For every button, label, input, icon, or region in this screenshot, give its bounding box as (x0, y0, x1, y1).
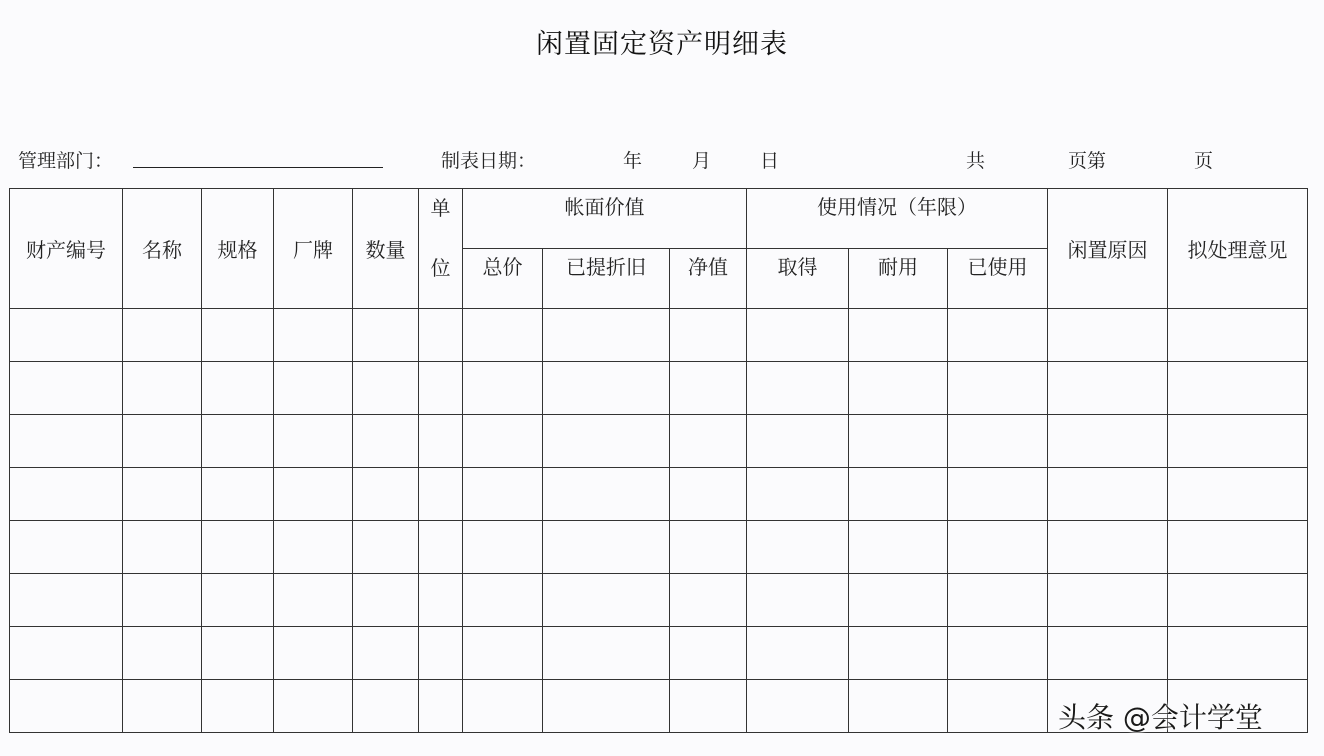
watermark: 头条 @会计学堂 (1058, 701, 1263, 734)
table-cell[interactable] (747, 362, 849, 415)
table-cell[interactable] (463, 627, 543, 680)
table-cell[interactable] (948, 680, 1048, 733)
table-cell[interactable] (747, 468, 849, 521)
table-cell[interactable] (747, 309, 849, 362)
table-cell[interactable] (202, 521, 274, 574)
table-cell[interactable] (202, 415, 274, 468)
table-cell[interactable] (543, 574, 670, 627)
dept-fill-line (133, 167, 383, 168)
table-cell[interactable] (1168, 362, 1308, 415)
table-cell[interactable] (10, 521, 123, 574)
dept-label: 管理部门： (18, 150, 114, 172)
table-cell[interactable] (463, 415, 543, 468)
asset-table (9, 188, 1308, 733)
header-row-top (10, 189, 1308, 249)
table-cell[interactable] (353, 309, 419, 362)
table-cell[interactable] (670, 309, 747, 362)
table-row (10, 468, 1308, 521)
table-cell[interactable] (202, 362, 274, 415)
table-cell[interactable] (353, 627, 419, 680)
header-unit (419, 189, 463, 309)
table-cell[interactable] (747, 521, 849, 574)
header-net-value: 净值 (670, 249, 747, 309)
table-cell[interactable] (419, 627, 463, 680)
table-cell[interactable] (543, 521, 670, 574)
table-cell[interactable] (10, 680, 123, 733)
table-cell[interactable] (419, 468, 463, 521)
table-cell[interactable] (123, 521, 202, 574)
table-cell[interactable] (747, 574, 849, 627)
table-cell[interactable] (849, 362, 948, 415)
table-cell[interactable] (849, 680, 948, 733)
header-depreciation: 已提折旧 (543, 249, 670, 309)
table-cell[interactable] (353, 680, 419, 733)
table-cell[interactable] (543, 415, 670, 468)
day-label: 日 (760, 150, 780, 172)
table-cell[interactable] (419, 521, 463, 574)
table-cell[interactable] (274, 574, 353, 627)
table-cell[interactable] (202, 309, 274, 362)
header-spec: 规格 (202, 189, 274, 309)
page-of-label: 页第 (1068, 150, 1107, 172)
table-cell[interactable] (463, 521, 543, 574)
header-asset-no: 财产编号 (10, 189, 123, 309)
table-cell[interactable] (849, 627, 948, 680)
table-cell[interactable] (1168, 415, 1308, 468)
header-usage: 使用情况（年限） (747, 189, 1048, 249)
table-cell[interactable] (202, 574, 274, 627)
table-cell[interactable] (123, 468, 202, 521)
table-cell[interactable] (10, 627, 123, 680)
table-cell[interactable] (948, 627, 1048, 680)
table-cell[interactable] (948, 362, 1048, 415)
table-cell[interactable] (123, 309, 202, 362)
header-book-value: 帐面价值 (463, 189, 747, 249)
table-cell[interactable] (123, 362, 202, 415)
table-cell[interactable] (274, 627, 353, 680)
table-cell[interactable] (274, 309, 353, 362)
header-idle-reason: 闲置原因 (1048, 189, 1168, 309)
table-cell[interactable] (1168, 468, 1308, 521)
table-cell[interactable] (463, 362, 543, 415)
table-body (10, 309, 1308, 733)
table-row (10, 415, 1308, 468)
table-cell[interactable] (463, 309, 543, 362)
table-cell[interactable] (849, 415, 948, 468)
table-cell[interactable] (123, 574, 202, 627)
table-cell[interactable] (849, 468, 948, 521)
header-acquired: 取得 (747, 249, 849, 309)
table-cell[interactable] (123, 627, 202, 680)
table-cell[interactable] (670, 680, 747, 733)
table-cell[interactable] (123, 415, 202, 468)
table-row (10, 309, 1308, 362)
table-row (10, 362, 1308, 415)
header-total-price: 总价 (463, 249, 543, 309)
table-cell[interactable] (1048, 362, 1168, 415)
table-cell[interactable] (948, 415, 1048, 468)
table-cell[interactable] (123, 680, 202, 733)
table-cell[interactable] (202, 627, 274, 680)
table-cell[interactable] (670, 574, 747, 627)
table-cell[interactable] (670, 468, 747, 521)
table-cell[interactable] (1168, 627, 1308, 680)
table-cell[interactable] (1168, 574, 1308, 627)
table-cell[interactable] (849, 574, 948, 627)
table-cell[interactable] (670, 627, 747, 680)
table-cell[interactable] (353, 521, 419, 574)
table-row (10, 627, 1308, 680)
table-cell[interactable] (1168, 521, 1308, 574)
table-cell[interactable] (353, 415, 419, 468)
table-cell[interactable] (463, 680, 543, 733)
table-cell[interactable] (948, 309, 1048, 362)
date-label: 制表日期： (441, 150, 537, 172)
table-cell[interactable] (274, 468, 353, 521)
table-cell[interactable] (1048, 627, 1168, 680)
header-name: 名称 (123, 189, 202, 309)
table-cell[interactable] (10, 362, 123, 415)
table-cell[interactable] (202, 468, 274, 521)
table-row (10, 574, 1308, 627)
table-cell[interactable] (543, 362, 670, 415)
table-cell[interactable] (543, 468, 670, 521)
table-cell[interactable] (1048, 468, 1168, 521)
year-label: 年 (623, 150, 643, 172)
table-cell[interactable] (274, 521, 353, 574)
table-cell[interactable] (419, 362, 463, 415)
table-cell[interactable] (1048, 415, 1168, 468)
table-cell[interactable] (1048, 521, 1168, 574)
header-unit-char-1: 单 (430, 196, 451, 220)
month-label: 月 (692, 150, 712, 172)
table-cell[interactable] (670, 415, 747, 468)
table-cell[interactable] (202, 680, 274, 733)
table-cell[interactable] (353, 468, 419, 521)
table-cell[interactable] (1048, 309, 1168, 362)
table-cell[interactable] (353, 362, 419, 415)
table-cell[interactable] (670, 521, 747, 574)
table-cell[interactable] (543, 309, 670, 362)
table-cell[interactable] (1168, 309, 1308, 362)
header-quantity: 数量 (353, 189, 419, 309)
page-title: 闲置固定资产明细表 (536, 29, 788, 60)
table-cell[interactable] (10, 468, 123, 521)
page-label: 页 (1194, 150, 1214, 172)
table-cell[interactable] (10, 574, 123, 627)
header-brand: 厂牌 (274, 189, 353, 309)
table-cell[interactable] (10, 309, 123, 362)
table-row (10, 521, 1308, 574)
table-cell[interactable] (1048, 574, 1168, 627)
table-cell[interactable] (747, 627, 849, 680)
header-disposal: 拟处理意见 (1168, 189, 1308, 309)
table-cell[interactable] (10, 415, 123, 468)
table-cell[interactable] (747, 680, 849, 733)
table-cell[interactable] (849, 521, 948, 574)
table-cell[interactable] (274, 362, 353, 415)
table-cell[interactable] (274, 415, 353, 468)
table-cell[interactable] (353, 574, 419, 627)
table-cell[interactable] (419, 415, 463, 468)
table-cell[interactable] (543, 680, 670, 733)
table-cell[interactable] (274, 680, 353, 733)
total-pages-label: 共 (966, 150, 986, 172)
table-cell[interactable] (419, 680, 463, 733)
table-cell[interactable] (463, 468, 543, 521)
table-cell[interactable] (948, 468, 1048, 521)
header-durable: 耐用 (849, 249, 948, 309)
table-cell[interactable] (419, 574, 463, 627)
table-cell[interactable] (747, 415, 849, 468)
table-cell[interactable] (463, 574, 543, 627)
header-used: 已使用 (948, 249, 1048, 309)
table-cell[interactable] (948, 521, 1048, 574)
table-cell[interactable] (419, 309, 463, 362)
table-cell[interactable] (849, 309, 948, 362)
table-cell[interactable] (948, 574, 1048, 627)
table-cell[interactable] (543, 627, 670, 680)
header-unit-char-2: 位 (430, 256, 451, 280)
table-cell[interactable] (670, 362, 747, 415)
